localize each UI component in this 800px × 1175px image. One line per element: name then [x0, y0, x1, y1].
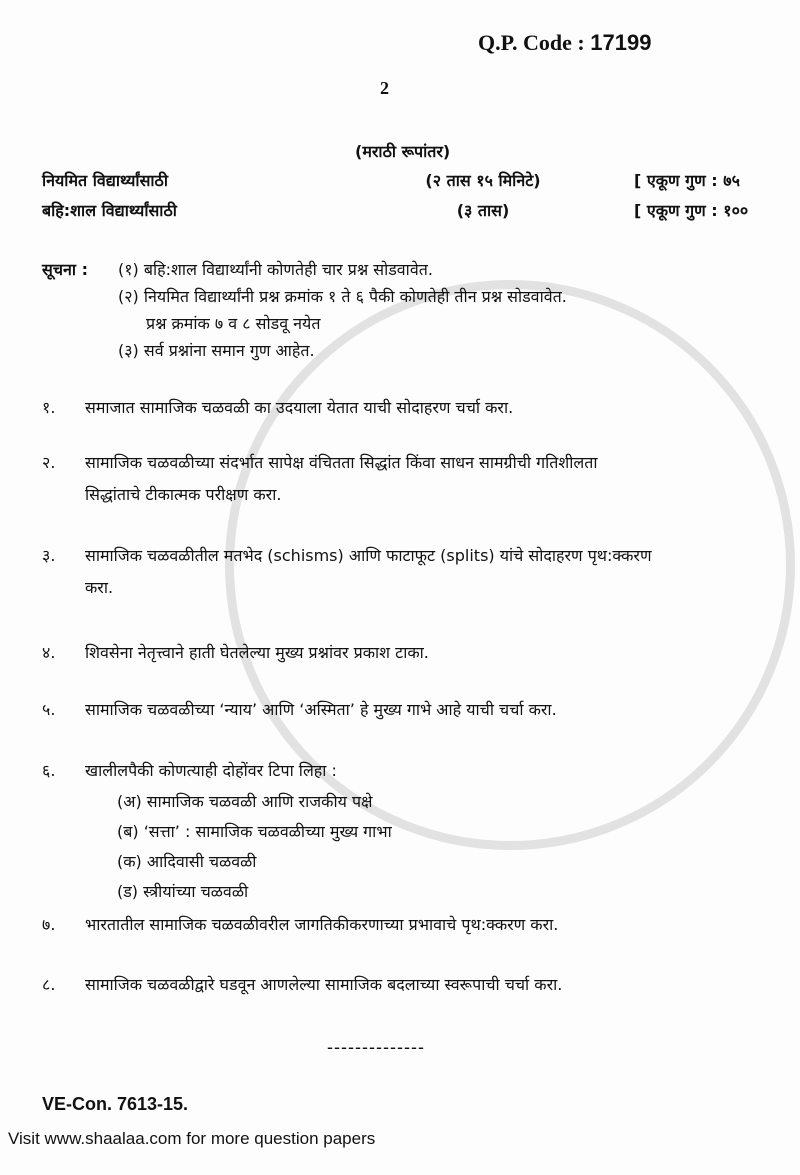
instruction-2-cont: प्रश्न क्रमांक ७ व ८ सोडवू नयेत — [146, 314, 321, 333]
footer-site-note: Visit www.shaalaa.com for more question papers — [8, 1129, 376, 1148]
header-row-regular — [42, 166, 770, 196]
instructions — [42, 256, 770, 364]
end-marker: -------------- — [327, 1037, 425, 1057]
question — [42, 392, 770, 424]
footer-ref: VE-Con. 7613-15. — [42, 1094, 189, 1114]
regular-duration: (२ तास १५ मिनिटे) — [425, 171, 541, 190]
question — [42, 637, 770, 669]
question-text-cont: करा. — [85, 578, 114, 597]
qp-code-value: 17199 — [590, 30, 652, 55]
question — [42, 447, 770, 511]
translation-note: (मराठी रूपांतर) — [355, 142, 451, 161]
question-text: सामाजिक चळवळीद्वारे घडवून आणलेल्या सामाजिक बदलाच्या स्वरूपाची चर्चा करा. — [85, 975, 563, 994]
question-text: समाजात सामाजिक चळवळी का उदयाला येतात याची सोदाहरण चर्चा करा. — [85, 398, 514, 417]
question-text: भारतातील सामाजिक चळवळीवरील जागतिकीकरणाच्या प्रभावाचे पृथ:क्करण करा. — [85, 915, 559, 934]
question-number: १. — [42, 398, 56, 417]
qp-code — [478, 30, 651, 56]
external-duration: (३ तास) — [456, 201, 510, 220]
instructions-label: सूचना : — [42, 260, 88, 279]
question — [42, 969, 770, 1001]
instruction-1: (१) बहि:शाल विद्यार्थ्यांनी कोणतेही चार प्रश्न सोडवावेत. — [118, 260, 433, 279]
question — [42, 694, 770, 726]
question-number: ४. — [42, 643, 56, 662]
question — [42, 540, 770, 604]
header-row-external — [42, 196, 770, 226]
question-number: ५. — [42, 700, 56, 719]
regular-marks: [ एकूण गुण : ७५ — [634, 171, 740, 190]
question — [42, 909, 770, 941]
question-number: ७. — [42, 915, 56, 934]
sub-question: (क) आदिवासी चळवळी — [117, 852, 257, 871]
question-text: खालीलपैकी कोणत्याही दोहोंवर टिपा लिहा : — [85, 761, 337, 780]
instruction-2: (२) नियमित विद्यार्थ्यांनी प्रश्न क्रमांक १ ते ६ पैकी कोणतेही तीन प्रश्न सोडवावेत. — [118, 287, 567, 306]
question-number: ८. — [42, 975, 56, 994]
external-students-label: बहि:शाल विद्यार्थ्यांसाठी — [42, 201, 177, 220]
external-marks: [ एकूण गुण : १०० — [634, 201, 749, 220]
question — [42, 755, 770, 787]
question-text: सामाजिक चळवळीच्या संदर्भात सापेक्ष वंचितता सिद्धांत किंवा साधन सामग्रीची गतिशीलता — [85, 453, 598, 472]
instruction-3: (३) सर्व प्रश्नांना समान गुण आहेत. — [118, 341, 315, 360]
page-number: 2 — [380, 78, 389, 98]
sub-questions — [42, 787, 770, 907]
question-text-cont: सिद्धांताचे टीकात्मक परीक्षण करा. — [85, 485, 282, 504]
question-text: शिवसेना नेतृत्त्वाने हाती घेतलेल्या मुख्य प्रश्नांवर प्रकाश टाका. — [85, 643, 429, 662]
qp-code-label: Q.P. Code : — [478, 30, 585, 55]
sub-question: (ड) स्त्रीयांच्या चळवळी — [117, 882, 249, 901]
question-number: ३. — [42, 546, 56, 565]
question-number: ६. — [42, 761, 56, 780]
sub-question: (अ) सामाजिक चळवळी आणि राजकीय पक्षे — [117, 792, 373, 811]
sub-question: (ब) ‘सत्ता’ : सामाजिक चळवळीच्या मुख्य गाभा — [117, 822, 392, 841]
question-number: २. — [42, 453, 56, 472]
regular-students-label: नियमित विद्यार्थ्यांसाठी — [42, 171, 168, 190]
question-text: सामाजिक चळवळीतील मतभेद (schisms) आणि फाटाफूट (splits) यांचे सोदाहरण पृथ:क्करण — [85, 546, 652, 565]
question-text: सामाजिक चळवळीच्या ‘न्याय’ आणि ‘अस्मिता’ हे मुख्य गाभे आहे याची चर्चा करा. — [85, 700, 557, 719]
